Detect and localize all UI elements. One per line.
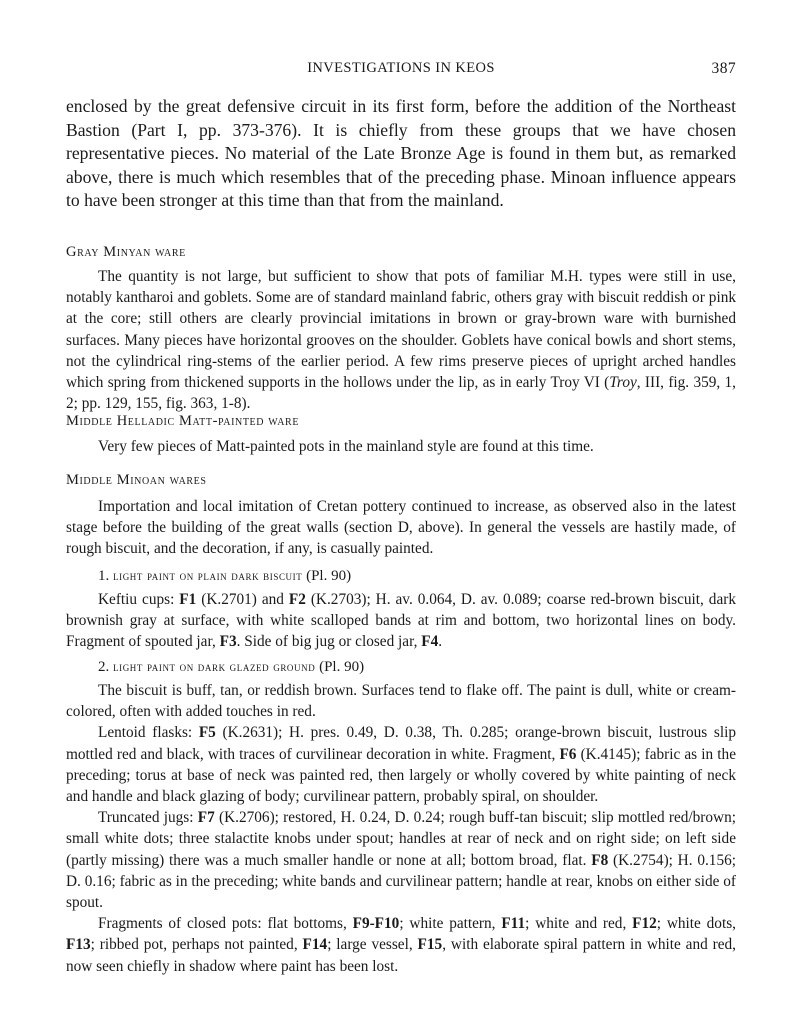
subsection-1: [66, 566, 736, 653]
section-heading: Gray Minyan ware: [66, 244, 186, 260]
catalogue-entry: Keftiu cups: F1 (K.2701) and F2 (K.2703); H. av. 0.064, D. av. 0.089; coarse red-brown biscuit, dark brownish gray at surface, with white scalloped bands at rim and bottom, two horizontal lines on body. Fragment of spouted jar, F3. Side of big jug or closed jar, F4.: [66, 591, 736, 651]
section-paragraph: Very few pieces of Matt-painted pots in the mainland style are found at this time.: [98, 438, 594, 455]
catalogue-entry-truncated-jugs: Truncated jugs: F7 (K.2706); restored, H. 0.24, D. 0.24; rough buff-tan biscuit; slip mottled red/brown; small white dots; three stalactite knobs under spout; handles at rear of neck and on right side; on left side (partly missing) there was a much smaller handle or none at all; bottom broad, flat. F8 (K.2754); H. 0.156; D. 0.16; fabric as in the preceding; white bands and curvilinear pattern; handle at rear, knobs on either side of spout.: [66, 809, 736, 912]
running-title: INVESTIGATIONS IN KEOS: [307, 60, 495, 76]
section-gray-minyan: [66, 242, 736, 414]
lead-paragraph: enclosed by the great defensive circuit in its first form, before the addition of the Northeast Bastion (Part I, pp. 373-376). It is chiefly from these groups that we have chosen representative pieces. No material of the Late Bronze Age is found in them but, as remarked above, there is much which resembles that of the preceding phase. Minoan influence appears to have been stronger at this time than that from the mainland.: [66, 96, 736, 211]
intro-paragraph: The biscuit is buff, tan, or reddish brown. Surfaces tend to flake off. The paint is dull, white or cream-colored, often with added touches in red.: [66, 682, 736, 721]
section-paragraph: The quantity is not large, but sufficient to show that pots of familiar M.H. types were still in use, notably kantharoi and goblets. Some are of standard mainland fabric, others gray with biscuit reddish or pink at the core; still others are clearly provincial imitations in brown or gray-brown ware with burnished surfaces. Many pieces have horizontal grooves on the shoulder. Goblets have conical bowls and short stems, not the cylindrical ring-stems of the earlier period. A few rims preserve pieces of upright arched handles which spring from thickened supports in the hollows under the lip, as in early Troy VI (Troy, III, fig. 359, 1, 2; pp. 129, 155, fig. 363, 1-8).: [66, 268, 736, 413]
subsection-heading: 1. light paint on plain dark biscuit (Pl. 90): [98, 568, 352, 584]
section-middle-minoan: [66, 470, 736, 560]
section-paragraph: Importation and local imitation of Cretan pottery continued to increase, as observed also in the latest stage before the building of the great walls (section D, above). In general the vessels are hastily made, of rough biscuit, and the decoration, if any, is casually painted.: [66, 498, 736, 558]
citation-title: Troy: [609, 374, 637, 392]
section-heading: Middle Helladic Matt-painted ware: [66, 413, 300, 429]
running-header: [66, 60, 736, 82]
catalogue-entry-fragments: Fragments of closed pots: flat bottoms, F9-F10; white pattern, F11; white and red, F12; white dots, F13; ribbed pot, perhaps not painted, F14; large vessel, F15, with elaborate spiral pattern in white and red, now seen chiefly in shadow where paint has been lost.: [66, 915, 736, 975]
page-number: 387: [711, 60, 736, 77]
section-heading: Middle Minoan wares: [66, 472, 207, 488]
subsection-2: [66, 657, 736, 977]
catalogue-entry-lentoid: Lentoid flasks: F5 (K.2631); H. pres. 0.49, D. 0.38, Th. 0.285; orange-brown biscuit, lustrous slip mottled red and black, with traces of curvilinear decoration in white. Fragment, F6 (K.4145); fabric as in the preceding; torus at base of neck was painted red, then largely or wholly covered by white painting of neck and handle and black glazing of body; curvilinear pattern, probably spiral, on shoulder.: [66, 724, 736, 806]
subsection-heading: 2. light paint on dark glazed ground (Pl. 90): [98, 659, 365, 675]
section-mh-matt-painted: [66, 411, 736, 457]
